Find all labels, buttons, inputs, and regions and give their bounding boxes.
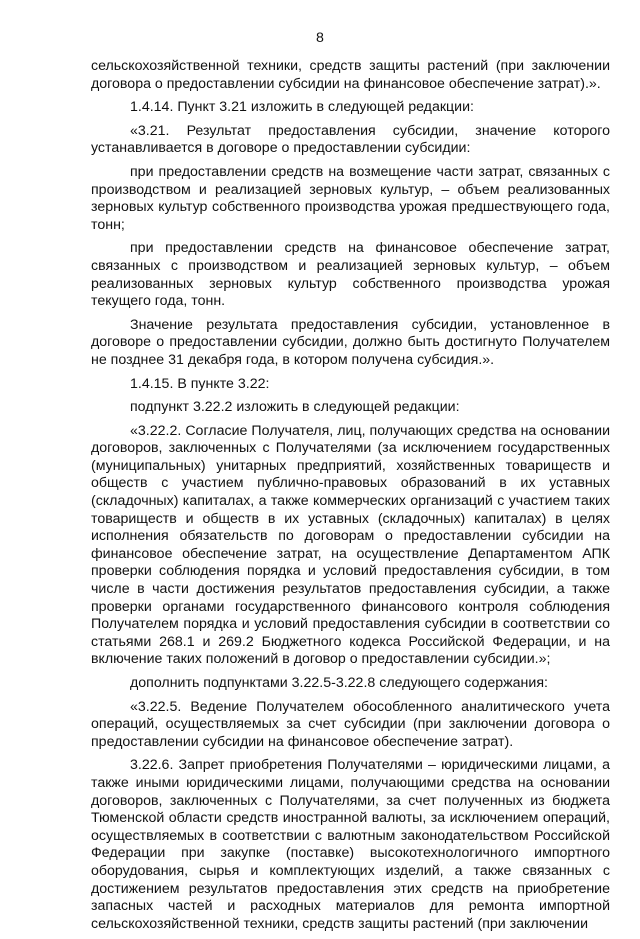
paragraph: дополнить подпунктами 3.22.5-3.22.8 следующего содержания: [130,675,548,691]
paragraph: 1.4.14. Пункт 3.21 изложить в следующей редакции: [130,99,474,116]
paragraph: Значение результата предоставления субсидии, установленное в договоре о предоставлении субсидии, должно быть достигнуто Получателем не позднее 31 декабря года, в котором получена субсидия.». [91,316,610,368]
paragraph: «3.22.5. Ведение Получателем обособленного аналитического учета операций, осуществляемых за счет субсидии (при заключении договора о предоставлении субсидии на финансовое обеспечение затрат). [91,698,610,750]
paragraph: при предоставлении средств на возмещение части затрат, связанных с производством и реализацией зерновых культур, – объем реализованных зерновых культур собственного производства урожая предшествующего года, тонн; [91,163,610,233]
paragraph: при предоставлении средств на финансовое обеспечение затрат, связанных с производством и реализацией зерновых культур, – объем реализованных зерновых культур собственного производства урожая текущего года, тонн. [91,240,610,310]
paragraph: «3.21. Результат предоставления субсидии, значение которого устанавливается в договоре о предоставлении субсидии: [91,122,610,157]
paragraph: 3.22.6. Запрет приобретения Получателями – юридическими лицами, а также иными юридическими лицами, получающими средства на основании договоров, заключенных с Получателями, за счет полученных из бюджета Тюменской области средств иностранной валюты, за исключением операций, осуществляемых в соответствии с валютным законодательством Российской Федерации при закупке (поставке) высокотехнологичного импортного оборудования, сырья и комплектующих изделий, а также связанных с достижением результатов предоставления этих средств на приобретение запасных частей и расходных материалов для ремонта импортной сельскохозяйственной техники, средств защиты растений (при заключении [91,757,610,932]
paragraph: сельскохозяйственной техники, средств защиты растений (при заключении договора о предоставлении субсидии на финансовое обеспечение затрат).». [91,58,610,92]
document-body [91,58,610,939]
paragraph: 1.4.15. В пункте 3.22: [130,375,270,392]
paragraph: подпункт 3.22.2 изложить в следующей редакции: [130,399,460,416]
page-number: 8 [316,30,324,46]
paragraph: «3.22.2. Согласие Получателя, лиц, получающих средства на основании договоров, заключенных с Получателями (за исключением государственных (муниципальных) унитарных предприятий, хозяйственных товариществ и обществ с участием публично-правовых образований в их уставных (складочных) капиталах, а также коммерческих организаций с участием таких товариществ и обществ в их уставных (складочных) капиталах) в целях исполнения обязательств по договорам о предоставлении субсидии на финансовое обеспечение затрат, на осуществление Департаментом АПК проверки соблюдения порядка и условий предоставления субсидии, в том числе в части достижения результатов предоставления субсидии, а также проверки органами государственного финансового контроля соблюдения Получателем порядка и условий предоставления субсидии в соответствии со статьями 268.1 и 269.2 Бюджетного кодекса Российской Федерации, и на включение таких положений в договор о предоставлении субсидии.»; [91,422,610,668]
